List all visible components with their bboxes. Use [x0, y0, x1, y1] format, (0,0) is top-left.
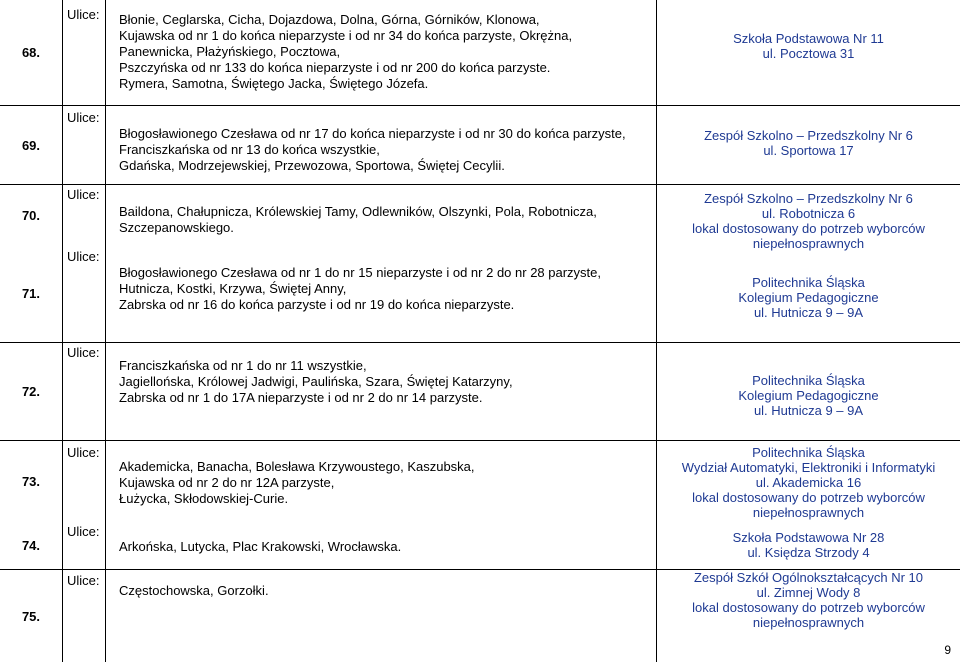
district-row: [0, 570, 960, 662]
polling-station-line: Zespół Szkół Ogólnokształcących Nr 10: [693, 570, 924, 585]
district-number: 70.: [0, 185, 63, 245]
polling-station-line: ul. Księdza Strzody 4: [747, 545, 870, 560]
polling-station-address: [657, 445, 960, 520]
streets-label-cell: [63, 0, 106, 105]
polling-station-line: niepełnosprawnych: [752, 615, 865, 630]
polling-station-line: lokal dostosowany do potrzeb wyborców: [692, 490, 925, 505]
street-line: Szczepanowskiego.: [119, 220, 234, 235]
district-row: [0, 521, 960, 570]
streets-label-cell: [63, 245, 106, 342]
district-number: 73.: [0, 441, 63, 521]
street-line: Jagiellońska, Królowej Jadwigi, Paulińska, Szara, Świętej Katarzyny,: [119, 374, 513, 389]
street-line: Błogosławionego Czesława od nr 17 do końca nieparzyste i od nr 30 do końca parzyste,: [119, 126, 626, 141]
streets-label: Ulice:: [67, 249, 100, 264]
streets-list: [119, 459, 652, 507]
polling-station-address: [657, 31, 960, 61]
streets-label-cell: [63, 106, 106, 184]
polling-station-cell: [657, 343, 960, 440]
polling-station-address: [657, 570, 960, 630]
district-number: 69.: [0, 106, 63, 184]
district-number: 74.: [0, 521, 63, 569]
polling-station-cell: [657, 0, 960, 105]
street-line: Franciszkańska od nr 1 do nr 11 wszystkie,: [119, 358, 367, 373]
district-number: 72.: [0, 343, 63, 440]
streets-list: [119, 12, 652, 92]
streets-cell: [106, 441, 657, 521]
polling-station-cell: [657, 245, 960, 342]
polling-station-line: Zespół Szkolno – Przedszkolny Nr 6: [704, 128, 913, 143]
streets-cell: [106, 106, 657, 184]
streets-cell: [106, 0, 657, 105]
polling-station-line: Kolegium Pedagogiczne: [738, 290, 879, 305]
polling-station-line: Zespół Szkolno – Przedszkolny Nr 6: [704, 191, 913, 206]
polling-station-address: [657, 530, 960, 560]
polling-station-cell: [657, 185, 960, 251]
district-row: [0, 185, 960, 251]
streets-label-cell: [63, 441, 106, 521]
street-line: Gdańska, Modrzejewskiej, Przewozowa, Sportowa, Świętej Cecylii.: [119, 158, 505, 173]
streets-list: [119, 358, 652, 406]
street-line: Hutnicza, Kostki, Krzywa, Świętej Anny,: [119, 281, 347, 296]
polling-station-line: Politechnika Śląska: [752, 275, 865, 290]
polling-station-line: lokal dostosowany do potrzeb wyborców: [692, 221, 925, 236]
page-number: 9: [944, 643, 951, 657]
streets-list: [119, 204, 652, 236]
streets-list: [119, 539, 652, 555]
streets-list: [119, 583, 652, 599]
polling-station-line: niepełnosprawnych: [752, 505, 865, 520]
streets-label-cell: [63, 185, 106, 245]
district-row: [0, 106, 960, 185]
streets-label-cell: [63, 570, 106, 662]
polling-station-line: lokal dostosowany do potrzeb wyborców: [692, 600, 925, 615]
polling-station-address: [657, 128, 960, 158]
street-line: Franciszkańska od nr 13 do końca wszystkie,: [119, 142, 380, 157]
polling-station-line: Wydział Automatyki, Elektroniki i Informatyki: [681, 460, 936, 475]
district-number: 71.: [0, 245, 63, 342]
streets-label: Ulice:: [67, 187, 100, 202]
streets-cell: [106, 343, 657, 440]
polling-station-line: ul. Zimnej Wody 8: [756, 585, 861, 600]
street-line: Kujawska od nr 1 do końca nieparzyste i od nr 34 do końca parzyste, Okrężna,: [119, 28, 573, 43]
polling-station-address: [657, 373, 960, 418]
polling-station-line: ul. Akademicka 16: [755, 475, 862, 490]
polling-station-line: ul. Pocztowa 31: [762, 46, 855, 61]
polling-station-line: Politechnika Śląska: [752, 373, 865, 388]
polling-station-cell: [657, 521, 960, 569]
district-row: [0, 245, 960, 343]
street-line: Zabrska od nr 16 do końca parzyste i od nr 19 do końca nieparzyste.: [119, 297, 515, 312]
street-line: Rymera, Samotna, Świętego Jacka, Świętego Józefa.: [119, 76, 429, 91]
polling-station-cell: [657, 570, 960, 662]
polling-station-line: niepełnosprawnych: [752, 236, 865, 251]
polling-station-address: [657, 275, 960, 320]
street-line: Panewnicka, Płażyńskiego, Pocztowa,: [119, 44, 341, 59]
streets-label: Ulice:: [67, 110, 100, 125]
street-line: Kujawska od nr 2 do nr 12A parzyste,: [119, 475, 335, 490]
street-line: Akademicka, Banacha, Bolesława Krzywoustego, Kaszubska,: [119, 459, 475, 474]
polling-station-line: ul. Robotnicza 6: [761, 206, 856, 221]
street-line: Łużycka, Skłodowskiej-Curie.: [119, 491, 289, 506]
streets-cell: [106, 185, 657, 245]
district-row: [0, 0, 960, 106]
streets-cell: [106, 570, 657, 662]
street-line: Pszczyńska od nr 133 do końca nieparzyste i od nr 200 do końca parzyste.: [119, 60, 551, 75]
streets-cell: [106, 521, 657, 569]
polling-station-line: Szkoła Podstawowa Nr 28: [732, 530, 885, 545]
district-number: 68.: [0, 0, 63, 105]
district-row: [0, 441, 960, 521]
street-line: Częstochowska, Gorzołki.: [119, 583, 269, 598]
streets-label: Ulice:: [67, 345, 100, 360]
polling-station-line: ul. Sportowa 17: [763, 143, 854, 158]
streets-cell: [106, 245, 657, 342]
street-line: Arkońska, Lutycka, Plac Krakowski, Wrocławska.: [119, 539, 402, 554]
streets-label: Ulice:: [67, 524, 100, 539]
polling-station-line: ul. Hutnicza 9 – 9A: [753, 305, 864, 320]
streets-label-cell: [63, 343, 106, 440]
district-number: 75.: [0, 570, 63, 662]
district-row: [0, 343, 960, 441]
polling-station-cell: [657, 441, 960, 521]
streets-label: Ulice:: [67, 445, 100, 460]
street-line: Błonie, Ceglarska, Cicha, Dojazdowa, Dolna, Górna, Górników, Klonowa,: [119, 12, 540, 27]
streets-label-cell: [63, 521, 106, 569]
streets-list: [119, 126, 652, 174]
polling-station-address: [657, 191, 960, 251]
streets-list: [119, 265, 652, 313]
polling-station-line: Kolegium Pedagogiczne: [738, 388, 879, 403]
streets-label: Ulice:: [67, 7, 100, 22]
street-line: Błogosławionego Czesława od nr 1 do nr 15 nieparzyste i od nr 2 do nr 28 parzyste,: [119, 265, 602, 280]
streets-label: Ulice:: [67, 573, 100, 588]
street-line: Baildona, Chałupnicza, Królewskiej Tamy, Odlewników, Olszynki, Pola, Robotnicza,: [119, 204, 597, 219]
polling-station-cell: [657, 106, 960, 184]
polling-station-line: Politechnika Śląska: [752, 445, 865, 460]
polling-station-line: ul. Hutnicza 9 – 9A: [753, 403, 864, 418]
polling-station-line: Szkoła Podstawowa Nr 11: [733, 31, 884, 46]
street-line: Zabrska od nr 1 do 17A nieparzyste i od nr 2 do nr 14 parzyste.: [119, 390, 483, 405]
